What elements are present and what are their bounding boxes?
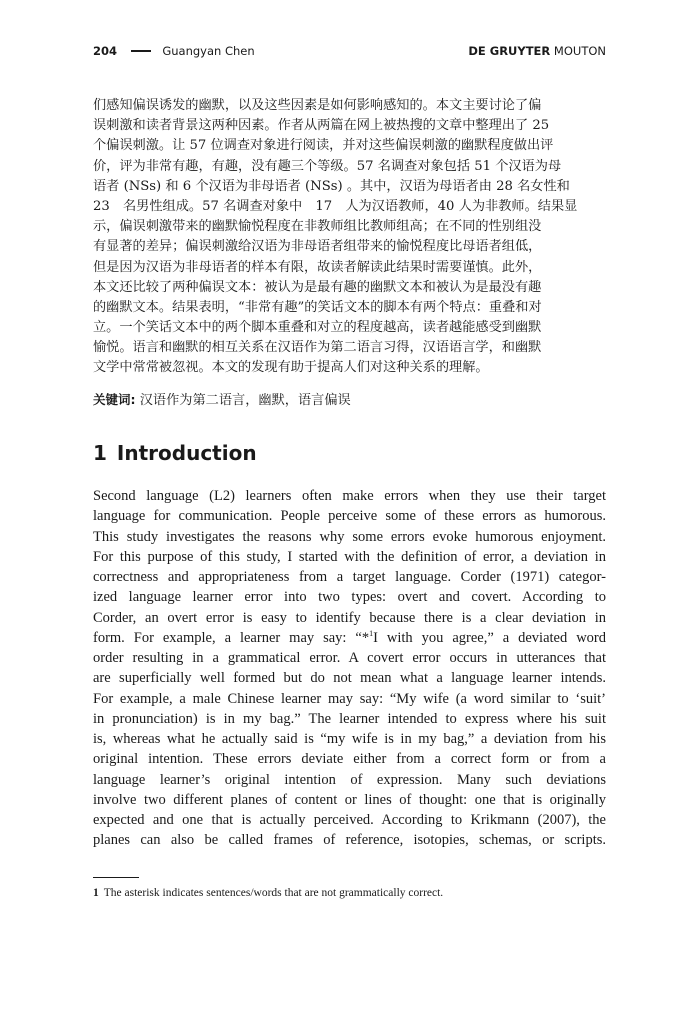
body-line: are superficially well formed but do not mean what a language learner intends. bbox=[93, 670, 606, 687]
abstract-line: 本文还比较了两种偏误文本：被认为是最有趣的幽默文本和被认为是最没有趣 bbox=[93, 279, 542, 295]
footnote-number: 1 bbox=[93, 887, 99, 899]
keywords-label: 关键词: bbox=[93, 392, 136, 407]
keywords-text: 汉语作为第二语言，幽默，语言偏误 bbox=[139, 393, 351, 408]
publisher-name-bold: DE GRUYTER bbox=[468, 44, 551, 58]
abstract-line: 愉悦。语言和幽默的相互关系在汉语作为第二语言习得，汉语语言学，和幽默 bbox=[93, 340, 542, 356]
body-line: Second language (L2) learners often make errors when they use their target bbox=[93, 488, 606, 504]
abstract-line: 示，偏误刺激带来的幽默愉悦程度在非教师组比教师组高；在不同的性别组没 bbox=[93, 219, 542, 235]
abstract-line: 价，评为非常有趣，有趣，没有趣三个等级。57 名调查对象包括 51 个汉语为母 bbox=[93, 158, 562, 174]
abstract-line: 文学中常常被忽视。本文的发现有助于提高人们对这种关系的理解。 bbox=[93, 360, 489, 376]
footnote-text: The asterisk indicates sentences/words that are not grammatically correct. bbox=[103, 887, 444, 899]
body-line: planes can also be called frames of reference, isotopies, schemas, or scripts. bbox=[93, 832, 606, 849]
body-line: original intention. These errors deviate either from a correct form or from a bbox=[93, 751, 606, 768]
body-line: For this purpose of this study, I started with the definition of error, a deviation in bbox=[93, 548, 606, 565]
body-line: is, whereas what he actually said is “my wife is in my bag,” a deviation from his bbox=[93, 731, 606, 747]
chinese-abstract bbox=[93, 96, 606, 379]
running-head-author: Guangyan Chen bbox=[162, 44, 255, 58]
section-heading bbox=[93, 438, 257, 468]
abstract-line: 立。一个笑话文本中的两个脚本重叠和对立的程度越高，读者越能感受到幽默 bbox=[93, 320, 542, 336]
abstract-line: 23 名男性组成。57 名调查对象中 17 人为汉语教师，40 人为非教师。结果显 bbox=[93, 198, 578, 214]
running-head bbox=[93, 42, 606, 60]
section-title: Introduction bbox=[116, 441, 257, 465]
running-head-left bbox=[93, 42, 255, 60]
publisher-name-light: MOUTON bbox=[553, 44, 606, 58]
body-line: Corder, an overt error is easy to identify because there is a clear deviation in bbox=[93, 609, 606, 626]
body-line: For example, a male Chinese learner may say: “My wife (a word similar to ‘suit’ bbox=[93, 690, 606, 707]
publisher-imprint bbox=[468, 42, 606, 60]
body-line-with-footnote-ref bbox=[93, 628, 606, 648]
body-line: language learner’s original intention of expression. Many such deviations bbox=[93, 771, 606, 788]
abstract-line: 的幽默文本。结果表明，“非常有趣”的笑话文本的脚本有两个特点：重叠和对 bbox=[93, 299, 542, 315]
abstract-line: 语者 (NSs) 和 6 个汉语为非母语者 (NSs) 。其中，汉语为母语者由 28 名女性和 bbox=[93, 178, 570, 194]
body-line: expected and one that is actually perceived. According to Krikmann (2007), the bbox=[93, 812, 606, 828]
body-paragraph bbox=[93, 486, 606, 851]
abstract-line: 们感知偏误诱发的幽默，以及这些因素是如何影响感知的。本文主要讨论了偏 bbox=[93, 98, 542, 113]
page-number: 204 bbox=[93, 44, 118, 58]
body-line: language for communication. People perceive some of these errors as humorous. bbox=[93, 508, 606, 525]
body-line-part: I with you agree,” a deviated word bbox=[373, 629, 606, 646]
body-line: ized language learner error into two types: overt and covert. According to bbox=[93, 589, 606, 606]
abstract-line: 误刺激和读者背景这两种因素。作者从两篇在网上被热搜的文章中整理出了 25 bbox=[93, 118, 550, 134]
section-number: 1 bbox=[93, 441, 107, 465]
body-line: involve two different planes of content or lines of thought: one that is originally bbox=[93, 791, 606, 808]
body-line-part: form. For example, a learner may say: “* bbox=[93, 629, 370, 646]
footnote bbox=[93, 885, 443, 901]
body-line: This study investigates the reasons why some errors evoke humorous enjoyment. bbox=[93, 528, 606, 545]
abstract-line: 有显著的差异；偏误刺激给汉语为非母语者组带来的愉悦程度比母语者组低， bbox=[93, 239, 542, 255]
body-line: order resulting in a grammatical error. A covert error occurs in utterances that bbox=[93, 650, 606, 666]
abstract-line: 但是因为汉语为非母语者的样本有限，故读者解读此结果时需要谨慎。此外， bbox=[93, 259, 542, 275]
footnote-ref[interactable]: 1 bbox=[369, 628, 374, 638]
keywords bbox=[93, 390, 351, 411]
body-line: correctness and appropriateness from a target language. Corder (1971) categor- bbox=[93, 569, 606, 585]
running-head-dash bbox=[131, 50, 151, 52]
body-line: in pronunciation) is in my bag.” The learner intended to express where his suit bbox=[93, 710, 606, 727]
abstract-line: 个偏误刺激。让 57 位调查对象进行阅读，并对这些偏误刺激的幽默程度做出评 bbox=[93, 138, 554, 154]
footnote-divider bbox=[93, 877, 139, 878]
